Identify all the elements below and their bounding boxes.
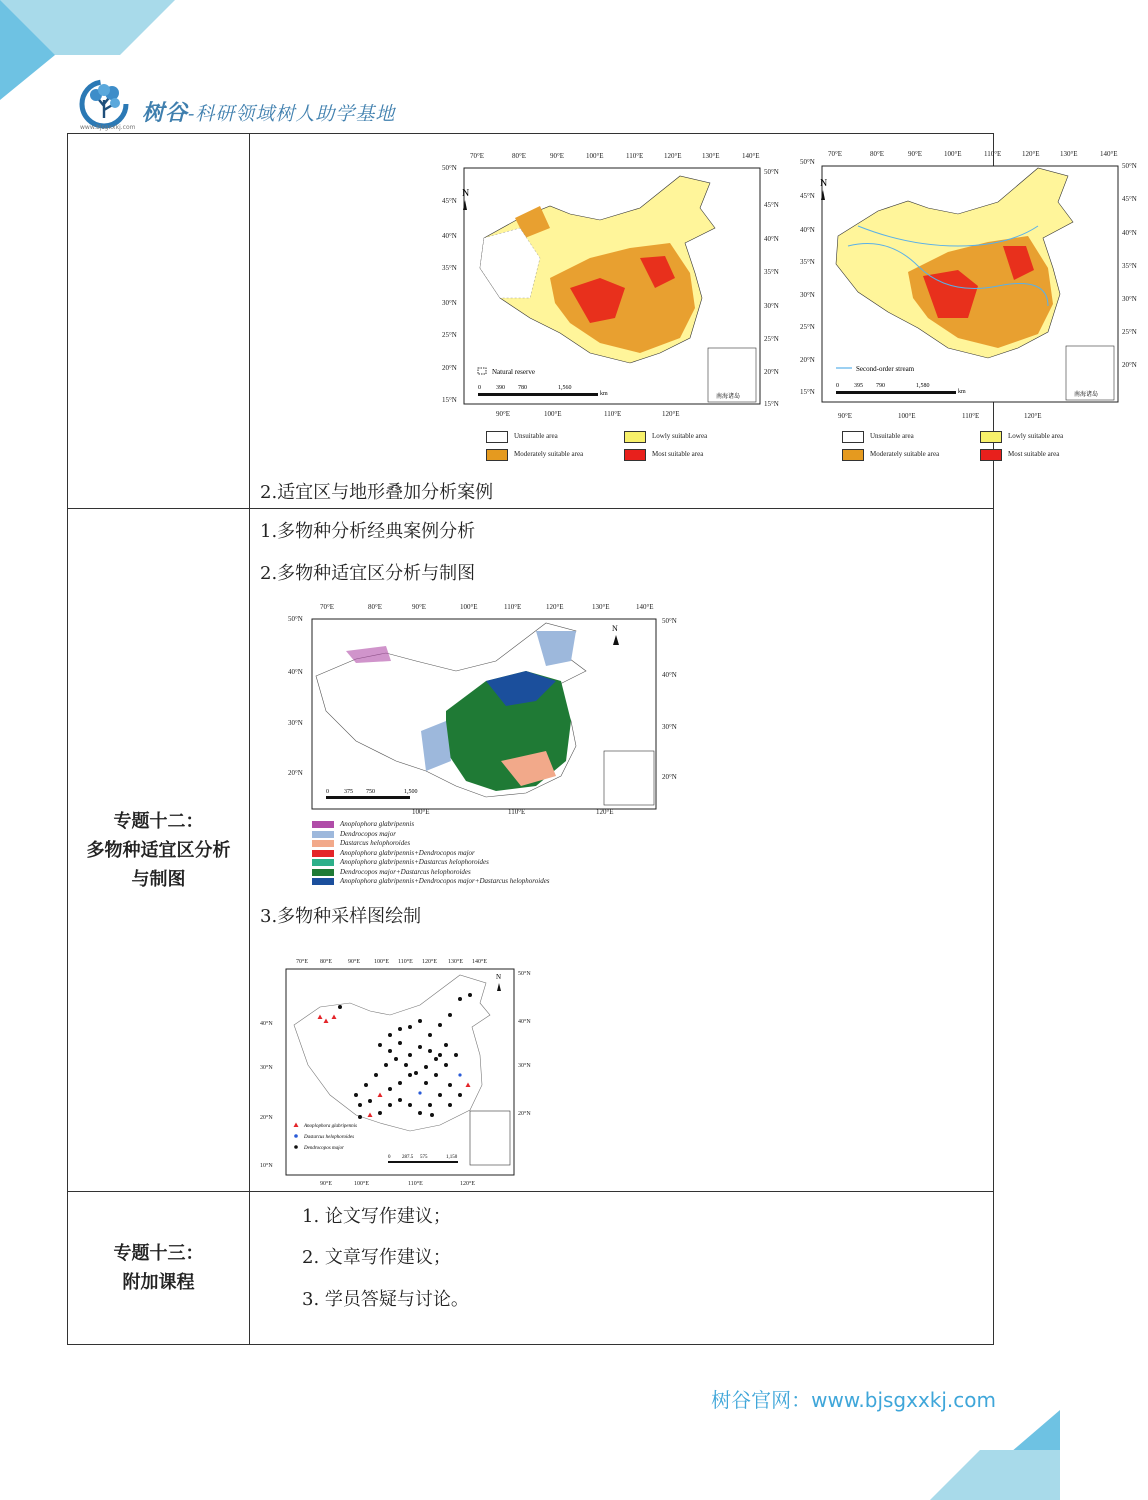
svg-text:120°E: 120°E — [1022, 150, 1040, 158]
svg-text:90°E: 90°E — [838, 412, 853, 420]
row-content-cell: 70°E 80°E 90°E 100°E 110°E 120°E 130°E 140°E 50°N 45°N 40°N 35°N 30°N 25°N 20°N 15°N 50°N 45°N 40°N 35°N 30°N 25°N 20°N 15°N 90°E 100°E 110°E 120°E N 南海诸岛 Natural reserve 0 390 780 1,560 km Unsuitable area Lowly suitable area Moderately suitable area Most suitable area 70°E 80°E 90°E 100°E 110°E 120°E 130°E 140°E 50°N 45°N 40°N 35°N 30°N 25°N 20°N 15°N 50°N 45°N 40°N 35°N 30°N 25°N 20°N 90°E 100°E 110°E 120°E N 南海诸岛 Second-order stream 0 395 790 1,580 km Unsuitable area Lowly suitable area Moderately suitable area Most suitable area 2.适宜区与地形叠加分析案例 — [250, 134, 994, 509]
svg-text:90°E: 90°E — [550, 152, 565, 160]
svg-text:70°E: 70°E — [828, 150, 843, 158]
legend-label: Anoplophora glabripennis — [340, 820, 415, 828]
sample-point — [438, 1053, 442, 1057]
svg-text:575: 575 — [420, 1155, 428, 1160]
svg-text:40°N: 40°N — [442, 232, 457, 240]
svg-text:30°N: 30°N — [1122, 295, 1137, 303]
svg-text:N: N — [820, 178, 828, 189]
sample-point — [448, 1083, 452, 1087]
legend-swatch — [312, 821, 334, 828]
topic-title: 专题十三： — [113, 1243, 204, 1264]
legend-swatch — [486, 431, 508, 443]
sample-point — [418, 1045, 422, 1049]
sample-point — [428, 1033, 432, 1037]
sample-point — [404, 1063, 408, 1067]
svg-text:15°N: 15°N — [800, 388, 815, 396]
table-row — [68, 509, 994, 1192]
sample-point — [408, 1053, 412, 1057]
svg-text:110°E: 110°E — [504, 603, 522, 611]
sample-point — [398, 1027, 402, 1031]
svg-text:20°N: 20°N — [764, 368, 779, 376]
svg-text:45°N: 45°N — [764, 201, 779, 209]
legend-swatch — [312, 878, 334, 885]
sample-point — [414, 1071, 418, 1075]
legend-swatch — [842, 449, 864, 461]
list-item: 3. 学员答疑与讨论。 — [302, 1289, 469, 1310]
svg-text:100°E: 100°E — [944, 150, 962, 158]
svg-text:110°E: 110°E — [626, 152, 644, 160]
svg-text:15°N: 15°N — [764, 400, 779, 408]
map-legend-extra: Natural reserve — [492, 368, 535, 376]
svg-text:1,560: 1,560 — [558, 385, 572, 391]
svg-text:30°N: 30°N — [288, 719, 303, 727]
topic-title: 专题十二： — [113, 810, 204, 832]
svg-text:km: km — [600, 391, 608, 397]
svg-text:30°N: 30°N — [662, 723, 677, 731]
svg-text:110°E: 110°E — [962, 412, 980, 420]
svg-text:20°N: 20°N — [662, 773, 677, 781]
sample-point — [408, 1073, 412, 1077]
list-item: 1. 论文写作建议； — [302, 1206, 451, 1227]
sample-point — [454, 1053, 458, 1057]
svg-text:120°E: 120°E — [460, 1181, 476, 1187]
svg-text:40°N: 40°N — [662, 671, 677, 679]
map-legend-extra: Second-order stream — [856, 365, 915, 373]
sample-point — [358, 1103, 362, 1107]
svg-text:10°N: 10°N — [260, 1163, 273, 1169]
sample-point — [428, 1049, 432, 1053]
table-row — [68, 134, 994, 509]
list-item: 2. 文章写作建议； — [302, 1247, 451, 1268]
svg-text:45°N: 45°N — [442, 197, 457, 205]
sample-point — [418, 1019, 422, 1023]
svg-text:40°N: 40°N — [518, 1019, 531, 1025]
legend-label: Anoplophora glabripennis — [304, 1124, 357, 1129]
sample-point — [394, 1057, 398, 1061]
svg-text:0: 0 — [478, 385, 481, 391]
svg-text:N: N — [612, 624, 618, 633]
svg-text:N: N — [496, 973, 502, 981]
content-item: 1.多物种分析经典案例分析 — [260, 521, 476, 542]
legend-label: Anoplophora glabripennis+Dendrocopos major — [340, 848, 475, 857]
sample-point — [368, 1099, 372, 1103]
svg-text:40°N: 40°N — [764, 235, 779, 243]
inset-label: 南海诸岛 — [716, 393, 741, 400]
svg-text:390: 390 — [496, 385, 505, 391]
logo-site-url: www.bjsgxxkj.com — [80, 124, 136, 131]
svg-text:110°E: 110°E — [984, 150, 1002, 158]
svg-text:80°E: 80°E — [870, 150, 885, 158]
svg-text:30°N: 30°N — [442, 299, 457, 307]
row-content-cell — [250, 509, 994, 1192]
svg-text:30°N: 30°N — [260, 1065, 273, 1071]
sample-point — [428, 1103, 432, 1107]
svg-text:100°E: 100°E — [460, 603, 478, 611]
svg-text:40°N: 40°N — [288, 668, 303, 676]
legend-label: Dendrocopos major+Dastarcus helophoroides — [340, 867, 471, 876]
svg-text:0: 0 — [326, 789, 329, 795]
svg-text:30°N: 30°N — [764, 302, 779, 310]
svg-text:130°E: 130°E — [702, 152, 720, 160]
svg-text:1,500: 1,500 — [404, 789, 418, 795]
svg-text:100°E: 100°E — [586, 152, 604, 160]
svg-text:100°E: 100°E — [898, 412, 916, 420]
svg-text:140°E: 140°E — [1100, 150, 1118, 158]
svg-text:km: km — [958, 389, 966, 395]
sample-point — [388, 1103, 392, 1107]
legend-swatch — [980, 449, 1002, 461]
svg-text:15°N: 15°N — [442, 396, 457, 404]
svg-text:100°E: 100°E — [412, 808, 430, 816]
legend-label: Dastarcus helophoroides — [304, 1135, 355, 1140]
svg-text:20°N: 20°N — [260, 1115, 273, 1121]
sample-point — [438, 1023, 442, 1027]
svg-text:287.5: 287.5 — [402, 1155, 414, 1160]
svg-text:50°N: 50°N — [518, 971, 531, 977]
footer-website[interactable] — [711, 1384, 996, 1413]
legend-label: Dendrocopos major — [304, 1146, 344, 1151]
sample-point — [448, 1013, 452, 1017]
svg-text:35°N: 35°N — [800, 258, 815, 266]
svg-text:120°E: 120°E — [422, 959, 438, 965]
legend-swatch — [312, 859, 334, 866]
svg-text:130°E: 130°E — [592, 603, 610, 611]
sample-point — [354, 1093, 358, 1097]
svg-text:120°E: 120°E — [664, 152, 682, 160]
svg-text:140°E: 140°E — [742, 152, 760, 160]
sample-point — [408, 1025, 412, 1029]
svg-text:100°E: 100°E — [544, 410, 562, 418]
legend-swatch — [312, 840, 334, 847]
svg-text:110°E: 110°E — [408, 1181, 423, 1187]
svg-text:1,580: 1,580 — [916, 383, 930, 389]
svg-text:30°N: 30°N — [800, 291, 815, 299]
multi-species-suitability-map — [286, 601, 696, 815]
sample-point — [424, 1081, 428, 1085]
legend-swatch — [842, 431, 864, 443]
svg-text:0: 0 — [388, 1155, 391, 1160]
svg-text:130°E: 130°E — [448, 959, 464, 965]
svg-text:35°N: 35°N — [442, 264, 457, 272]
content-item: 2.适宜区与地形叠加分析案例 — [260, 482, 494, 503]
sample-point — [418, 1111, 422, 1115]
svg-text:50°N: 50°N — [764, 168, 779, 176]
legend-label: Anoplophora glabripennis+Dendrocopos major+Dastarcus helophoroides — [340, 877, 550, 885]
svg-text:30°N: 30°N — [518, 1063, 531, 1069]
multi-species-legend — [312, 821, 632, 891]
svg-text:25°N: 25°N — [800, 323, 815, 331]
legend-label: Anoplophora glabripennis+Dastarcus helophoroides — [340, 858, 489, 866]
svg-text:35°N: 35°N — [764, 268, 779, 276]
svg-text:50°N: 50°N — [800, 158, 815, 166]
sample-point — [468, 993, 472, 997]
svg-text:20°N: 20°N — [442, 364, 457, 372]
legend-swatch — [486, 449, 508, 461]
sample-point — [444, 1043, 448, 1047]
sample-point — [388, 1033, 392, 1037]
legend-swatch — [624, 449, 646, 461]
sample-point — [438, 1093, 442, 1097]
suitability-map-streams — [798, 146, 1148, 422]
svg-text:750: 750 — [366, 789, 375, 795]
svg-text:0: 0 — [836, 383, 839, 389]
svg-text:90°E: 90°E — [496, 410, 511, 418]
svg-text:140°E: 140°E — [472, 959, 488, 965]
sample-point — [338, 1005, 342, 1009]
svg-text:130°E: 130°E — [1060, 150, 1078, 158]
svg-text:110°E: 110°E — [604, 410, 622, 418]
svg-text:50°N: 50°N — [288, 615, 303, 623]
svg-text:25°N: 25°N — [764, 335, 779, 343]
sample-point — [364, 1083, 368, 1087]
svg-text:110°E: 110°E — [398, 959, 413, 965]
legend-marker — [294, 1145, 298, 1149]
sample-point — [384, 1063, 388, 1067]
svg-text:90°E: 90°E — [908, 150, 923, 158]
svg-text:50°N: 50°N — [442, 164, 457, 172]
sample-point — [408, 1103, 412, 1107]
svg-text:45°N: 45°N — [1122, 195, 1137, 203]
svg-text:25°N: 25°N — [442, 331, 457, 339]
svg-text:120°E: 120°E — [596, 808, 614, 816]
topic-title: 多物种适宜区分析 — [86, 839, 231, 861]
sample-point — [434, 1057, 438, 1061]
svg-text:120°E: 120°E — [1024, 412, 1042, 420]
sample-point — [430, 1113, 434, 1117]
inset-label: 南海诸岛 — [1074, 391, 1099, 398]
svg-text:70°E: 70°E — [470, 152, 485, 160]
svg-text:100°E: 100°E — [374, 959, 390, 965]
legend-swatch — [312, 850, 334, 857]
content-item: 3.多物种采样图绘制 — [260, 906, 422, 927]
row-topic-cell — [68, 509, 250, 1192]
svg-text:90°E: 90°E — [320, 1181, 333, 1187]
svg-text:50°N: 50°N — [662, 617, 677, 625]
sampling-points-map — [260, 955, 540, 1187]
table-row — [68, 1192, 994, 1345]
legend-label: Dendrocopos major — [340, 829, 396, 838]
legend-swatch — [624, 431, 646, 443]
logo-icon — [74, 78, 134, 130]
svg-text:110°E: 110°E — [508, 808, 526, 816]
svg-text:N: N — [462, 188, 470, 199]
tagline-text: -科研领域树人助学基地 — [188, 103, 396, 125]
sample-point — [398, 1081, 402, 1085]
sample-point — [434, 1073, 438, 1077]
svg-text:40°N: 40°N — [260, 1021, 273, 1027]
sample-point — [378, 1043, 382, 1047]
footer-label: 树谷官网： — [711, 1388, 812, 1412]
row-topic-cell — [68, 134, 250, 509]
topic-title: 与制图 — [131, 868, 186, 890]
topic-title: 附加课程 — [122, 1272, 195, 1293]
footer-url[interactable]: www.bjsgxxkj.com — [811, 1388, 996, 1412]
legend-marker — [294, 1134, 298, 1138]
course-table — [67, 133, 1137, 1345]
svg-text:80°E: 80°E — [512, 152, 527, 160]
svg-text:90°E: 90°E — [348, 959, 361, 965]
svg-text:140°E: 140°E — [636, 603, 654, 611]
svg-text:20°N: 20°N — [1122, 361, 1137, 369]
sample-point — [418, 1091, 421, 1094]
sample-point — [378, 1111, 382, 1115]
svg-text:35°N: 35°N — [1122, 262, 1137, 270]
svg-text:90°E: 90°E — [412, 603, 427, 611]
sample-point — [458, 1093, 462, 1097]
sample-point — [398, 1041, 402, 1045]
legend-swatch — [980, 431, 1002, 443]
svg-text:40°N: 40°N — [1122, 229, 1137, 237]
svg-text:25°N: 25°N — [1122, 328, 1137, 336]
legend-swatch — [312, 831, 334, 838]
svg-text:780: 780 — [518, 385, 527, 391]
svg-text:375: 375 — [344, 789, 353, 795]
row-content-cell — [250, 1192, 994, 1345]
svg-text:395: 395 — [854, 383, 863, 389]
svg-text:70°E: 70°E — [320, 603, 335, 611]
content-item: 2.多物种适宜区分析与制图 — [260, 563, 476, 584]
svg-text:100°E: 100°E — [354, 1181, 370, 1187]
suitability-map-natural-reserve — [440, 148, 790, 418]
svg-text:70°E: 70°E — [296, 959, 309, 965]
header-tagline — [142, 96, 395, 127]
svg-text:120°E: 120°E — [546, 603, 564, 611]
sample-point — [374, 1073, 378, 1077]
sample-point — [358, 1115, 362, 1119]
svg-text:20°N: 20°N — [518, 1111, 531, 1117]
sample-point — [458, 997, 462, 1001]
sample-point — [388, 1087, 392, 1091]
svg-text:50°N: 50°N — [1122, 162, 1137, 170]
sample-point — [398, 1098, 402, 1102]
brand-name: 树谷 — [142, 100, 189, 126]
svg-text:120°E: 120°E — [662, 410, 680, 418]
legend-label: Dastarcus helophoroides — [340, 839, 411, 847]
svg-text:790: 790 — [876, 383, 885, 389]
sample-point — [424, 1065, 428, 1069]
sample-point — [388, 1049, 392, 1053]
row-topic-cell — [68, 1192, 250, 1345]
svg-text:20°N: 20°N — [288, 769, 303, 777]
sample-point — [444, 1063, 448, 1067]
svg-text:45°N: 45°N — [800, 192, 815, 200]
sample-point — [448, 1103, 452, 1107]
legend-swatch — [312, 869, 334, 876]
svg-text:40°N: 40°N — [800, 226, 815, 234]
svg-text:20°N: 20°N — [800, 356, 815, 364]
svg-text:1,150: 1,150 — [446, 1155, 458, 1160]
sample-point — [458, 1073, 461, 1076]
svg-text:80°E: 80°E — [320, 959, 333, 965]
svg-text:80°E: 80°E — [368, 603, 383, 611]
